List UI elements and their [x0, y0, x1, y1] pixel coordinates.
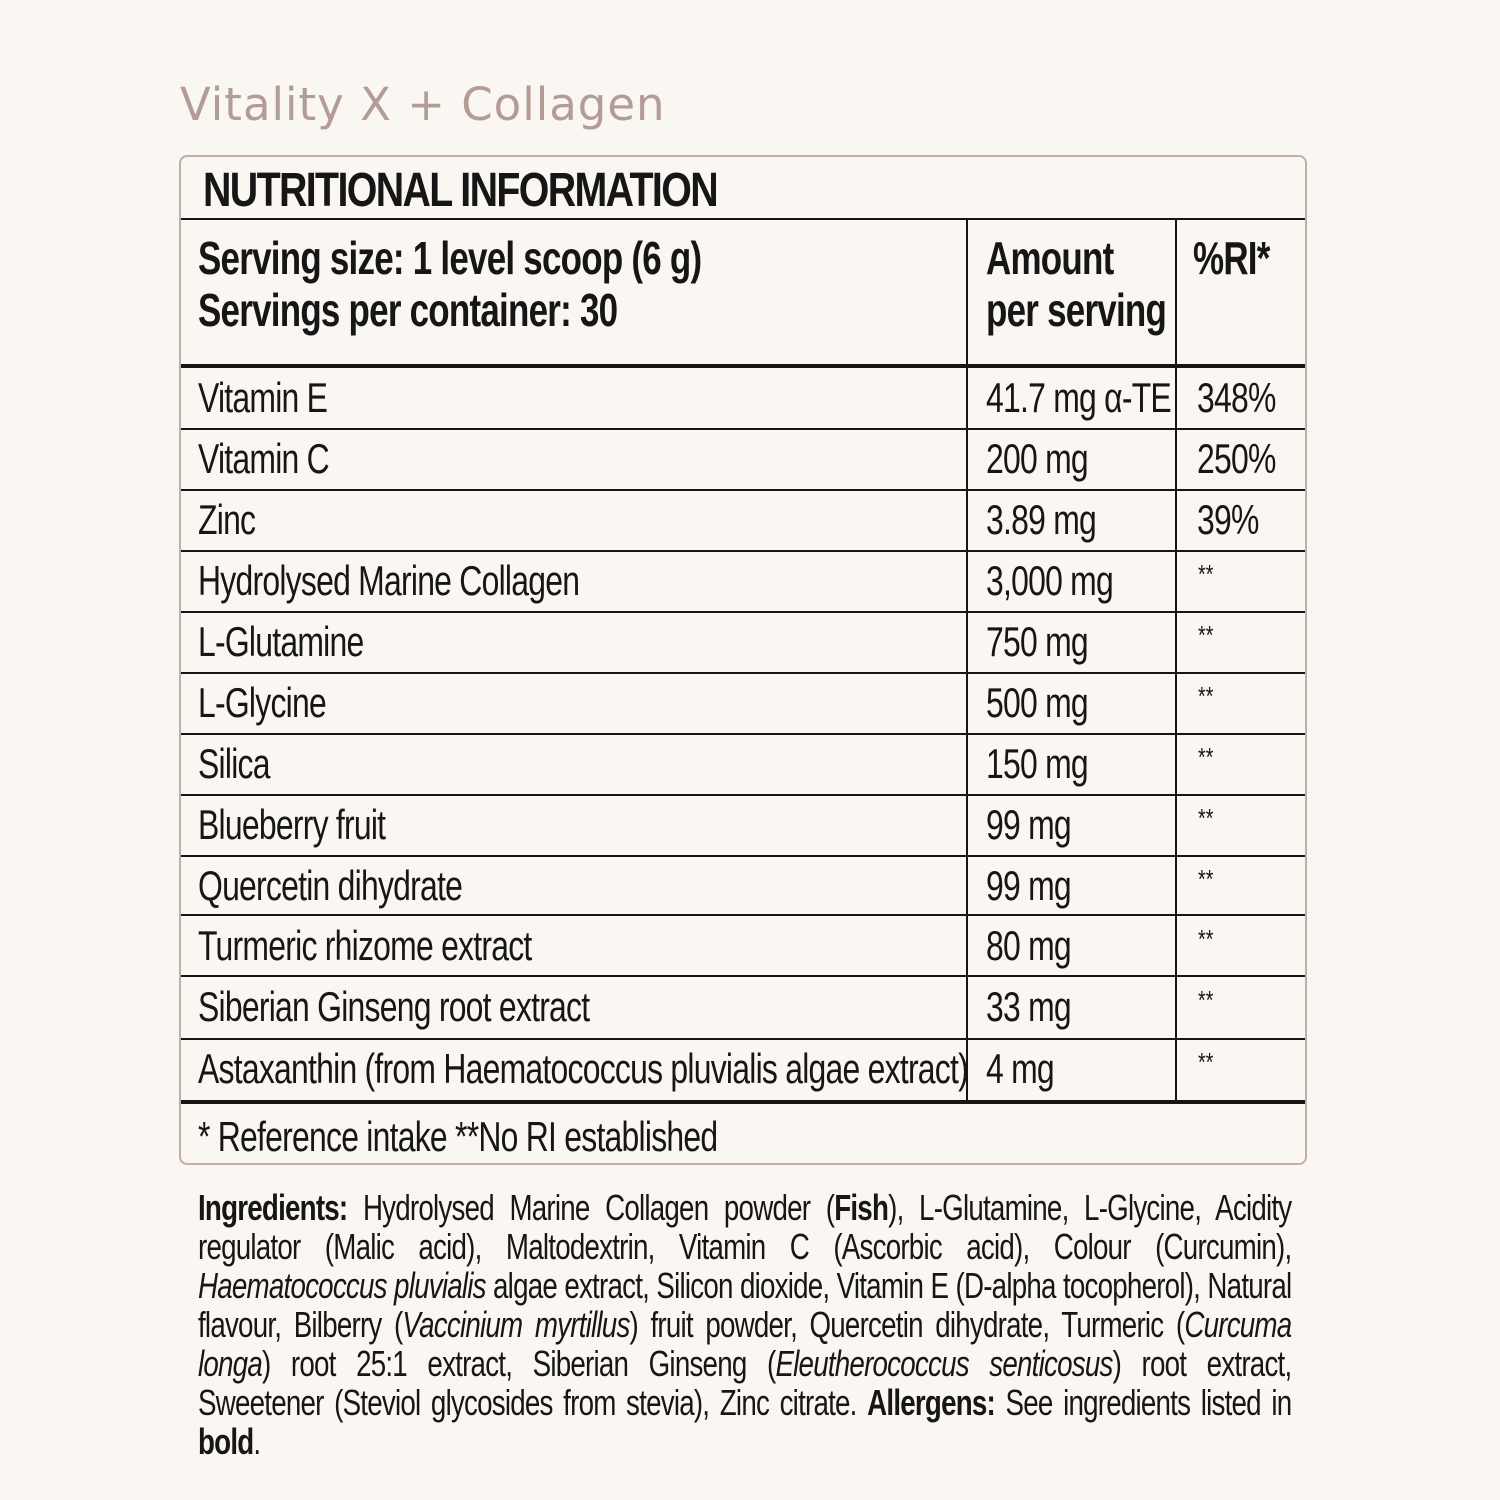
nutrient-amount: 41.7 mg α-TE — [986, 374, 1171, 421]
nutrient-amount: 99 mg — [986, 801, 1071, 848]
nutrient-ri: ** — [1198, 864, 1214, 894]
nutrient-ri: ** — [1198, 924, 1214, 954]
nutrient-ri: ** — [1198, 681, 1214, 711]
nutrient-ri: 348% — [1197, 374, 1276, 421]
ingredients-part: algae extract, Silicon dioxide, Vitamin E (D-alpha tocopherol), Natural flavour, Bilberry ( — [198, 1265, 1292, 1345]
divider — [181, 218, 1305, 220]
divider — [181, 975, 1305, 977]
nutrient-amount: 33 mg — [986, 983, 1071, 1030]
nutrient-amount: 3.89 mg — [986, 496, 1097, 543]
ingredients-part: . — [253, 1421, 261, 1462]
nutrient-name: Astaxanthin (from Haematococcus pluvialis algae extract) — [198, 1045, 968, 1092]
nutrient-amount: 4 mg — [986, 1045, 1054, 1092]
nutrient-ri: ** — [1198, 985, 1214, 1015]
nutrient-amount: 200 mg — [986, 435, 1088, 482]
column-header-ri: %RI* — [1193, 232, 1270, 284]
divider — [181, 914, 1305, 916]
nutrition-panel — [179, 155, 1307, 1165]
nutrient-name: L-Glycine — [198, 679, 326, 726]
serving-size: Serving size: 1 level scoop (6 g) — [198, 232, 702, 284]
column-header-amount: Amount — [986, 232, 1114, 284]
ingredients-part: Hydrolysed Marine Collagen powder ( — [347, 1187, 835, 1228]
divider — [181, 489, 1305, 491]
ingredients-part: See ingredients listed in — [994, 1382, 1292, 1423]
latin-name: Haematococcus pluvialis — [198, 1265, 486, 1306]
nutrient-name: Siberian Ginseng root extract — [198, 983, 590, 1030]
nutrient-amount: 750 mg — [986, 618, 1088, 665]
nutrient-name: Zinc — [198, 496, 256, 543]
column-divider — [966, 219, 968, 1102]
ingredients-part: ) root extract, Sweetener (Steviol glycosides from stevia), Zinc citrate. — [198, 1343, 1292, 1423]
latin-name: Eleutherococcus senticosus — [775, 1343, 1113, 1384]
nutrient-ri: 39% — [1197, 496, 1259, 543]
column-header-amount: per serving — [986, 284, 1167, 336]
divider — [181, 672, 1305, 674]
nutrient-name: L-Glutamine — [198, 618, 364, 665]
nutrient-ri: ** — [1198, 1047, 1214, 1077]
divider — [181, 855, 1305, 857]
latin-name: Curcuma longa — [198, 1304, 1292, 1384]
divider — [181, 611, 1305, 613]
product-title: Vitality X + Collagen — [180, 78, 666, 131]
nutrient-ri: ** — [1198, 803, 1214, 833]
ingredients-text — [198, 1188, 1291, 1461]
allergens-label: Allergens: — [867, 1382, 995, 1423]
divider — [181, 364, 1305, 368]
ingredients-part: ) root 25:1 extract, Siberian Ginseng ( — [261, 1343, 776, 1384]
ingredients-label: Ingredients: — [198, 1187, 348, 1228]
nutrient-amount: 150 mg — [986, 740, 1088, 787]
divider — [181, 1100, 1305, 1104]
nutrient-name: Hydrolysed Marine Collagen — [198, 557, 580, 604]
nutrient-name: Turmeric rhizome extract — [198, 922, 532, 969]
ingredients-part: ), L-Glutamine, L-Glycine, Acidity regulator (Malic acid), Maltodextrin, Vitamin C (Ascorbic acid), Colour (Curcumin), — [198, 1187, 1292, 1267]
nutrient-name: Vitamin E — [198, 374, 328, 421]
nutrient-ri: ** — [1198, 620, 1214, 650]
nutrient-amount: 500 mg — [986, 679, 1088, 726]
servings-per-container: Servings per container: 30 — [198, 284, 618, 336]
ingredients-part: ) fruit powder, Quercetin dihydrate, Turmeric ( — [629, 1304, 1185, 1345]
divider — [181, 733, 1305, 735]
nutrient-ri: ** — [1198, 559, 1214, 589]
nutrient-name: Quercetin dihydrate — [198, 862, 463, 909]
nutrient-name: Blueberry fruit — [198, 801, 386, 848]
panel-heading: NUTRITIONAL INFORMATION — [203, 164, 717, 217]
nutrient-ri: ** — [1198, 742, 1214, 772]
nutrient-ri: 250% — [1197, 435, 1276, 482]
nutrient-name: Vitamin C — [198, 435, 329, 482]
divider — [181, 794, 1305, 796]
allergen-highlight: Fish — [834, 1187, 889, 1228]
footnote: * Reference intake **No RI established — [198, 1113, 718, 1160]
divider — [181, 428, 1305, 430]
nutrient-amount: 80 mg — [986, 922, 1071, 969]
nutrient-name: Silica — [198, 740, 270, 787]
column-divider — [1175, 219, 1177, 1102]
nutrient-amount: 3,000 mg — [986, 557, 1114, 604]
divider — [181, 1038, 1305, 1040]
nutrient-amount: 99 mg — [986, 862, 1071, 909]
divider — [181, 550, 1305, 552]
latin-name: Vaccinium myrtillus — [402, 1304, 630, 1345]
bold-word: bold — [198, 1421, 254, 1462]
